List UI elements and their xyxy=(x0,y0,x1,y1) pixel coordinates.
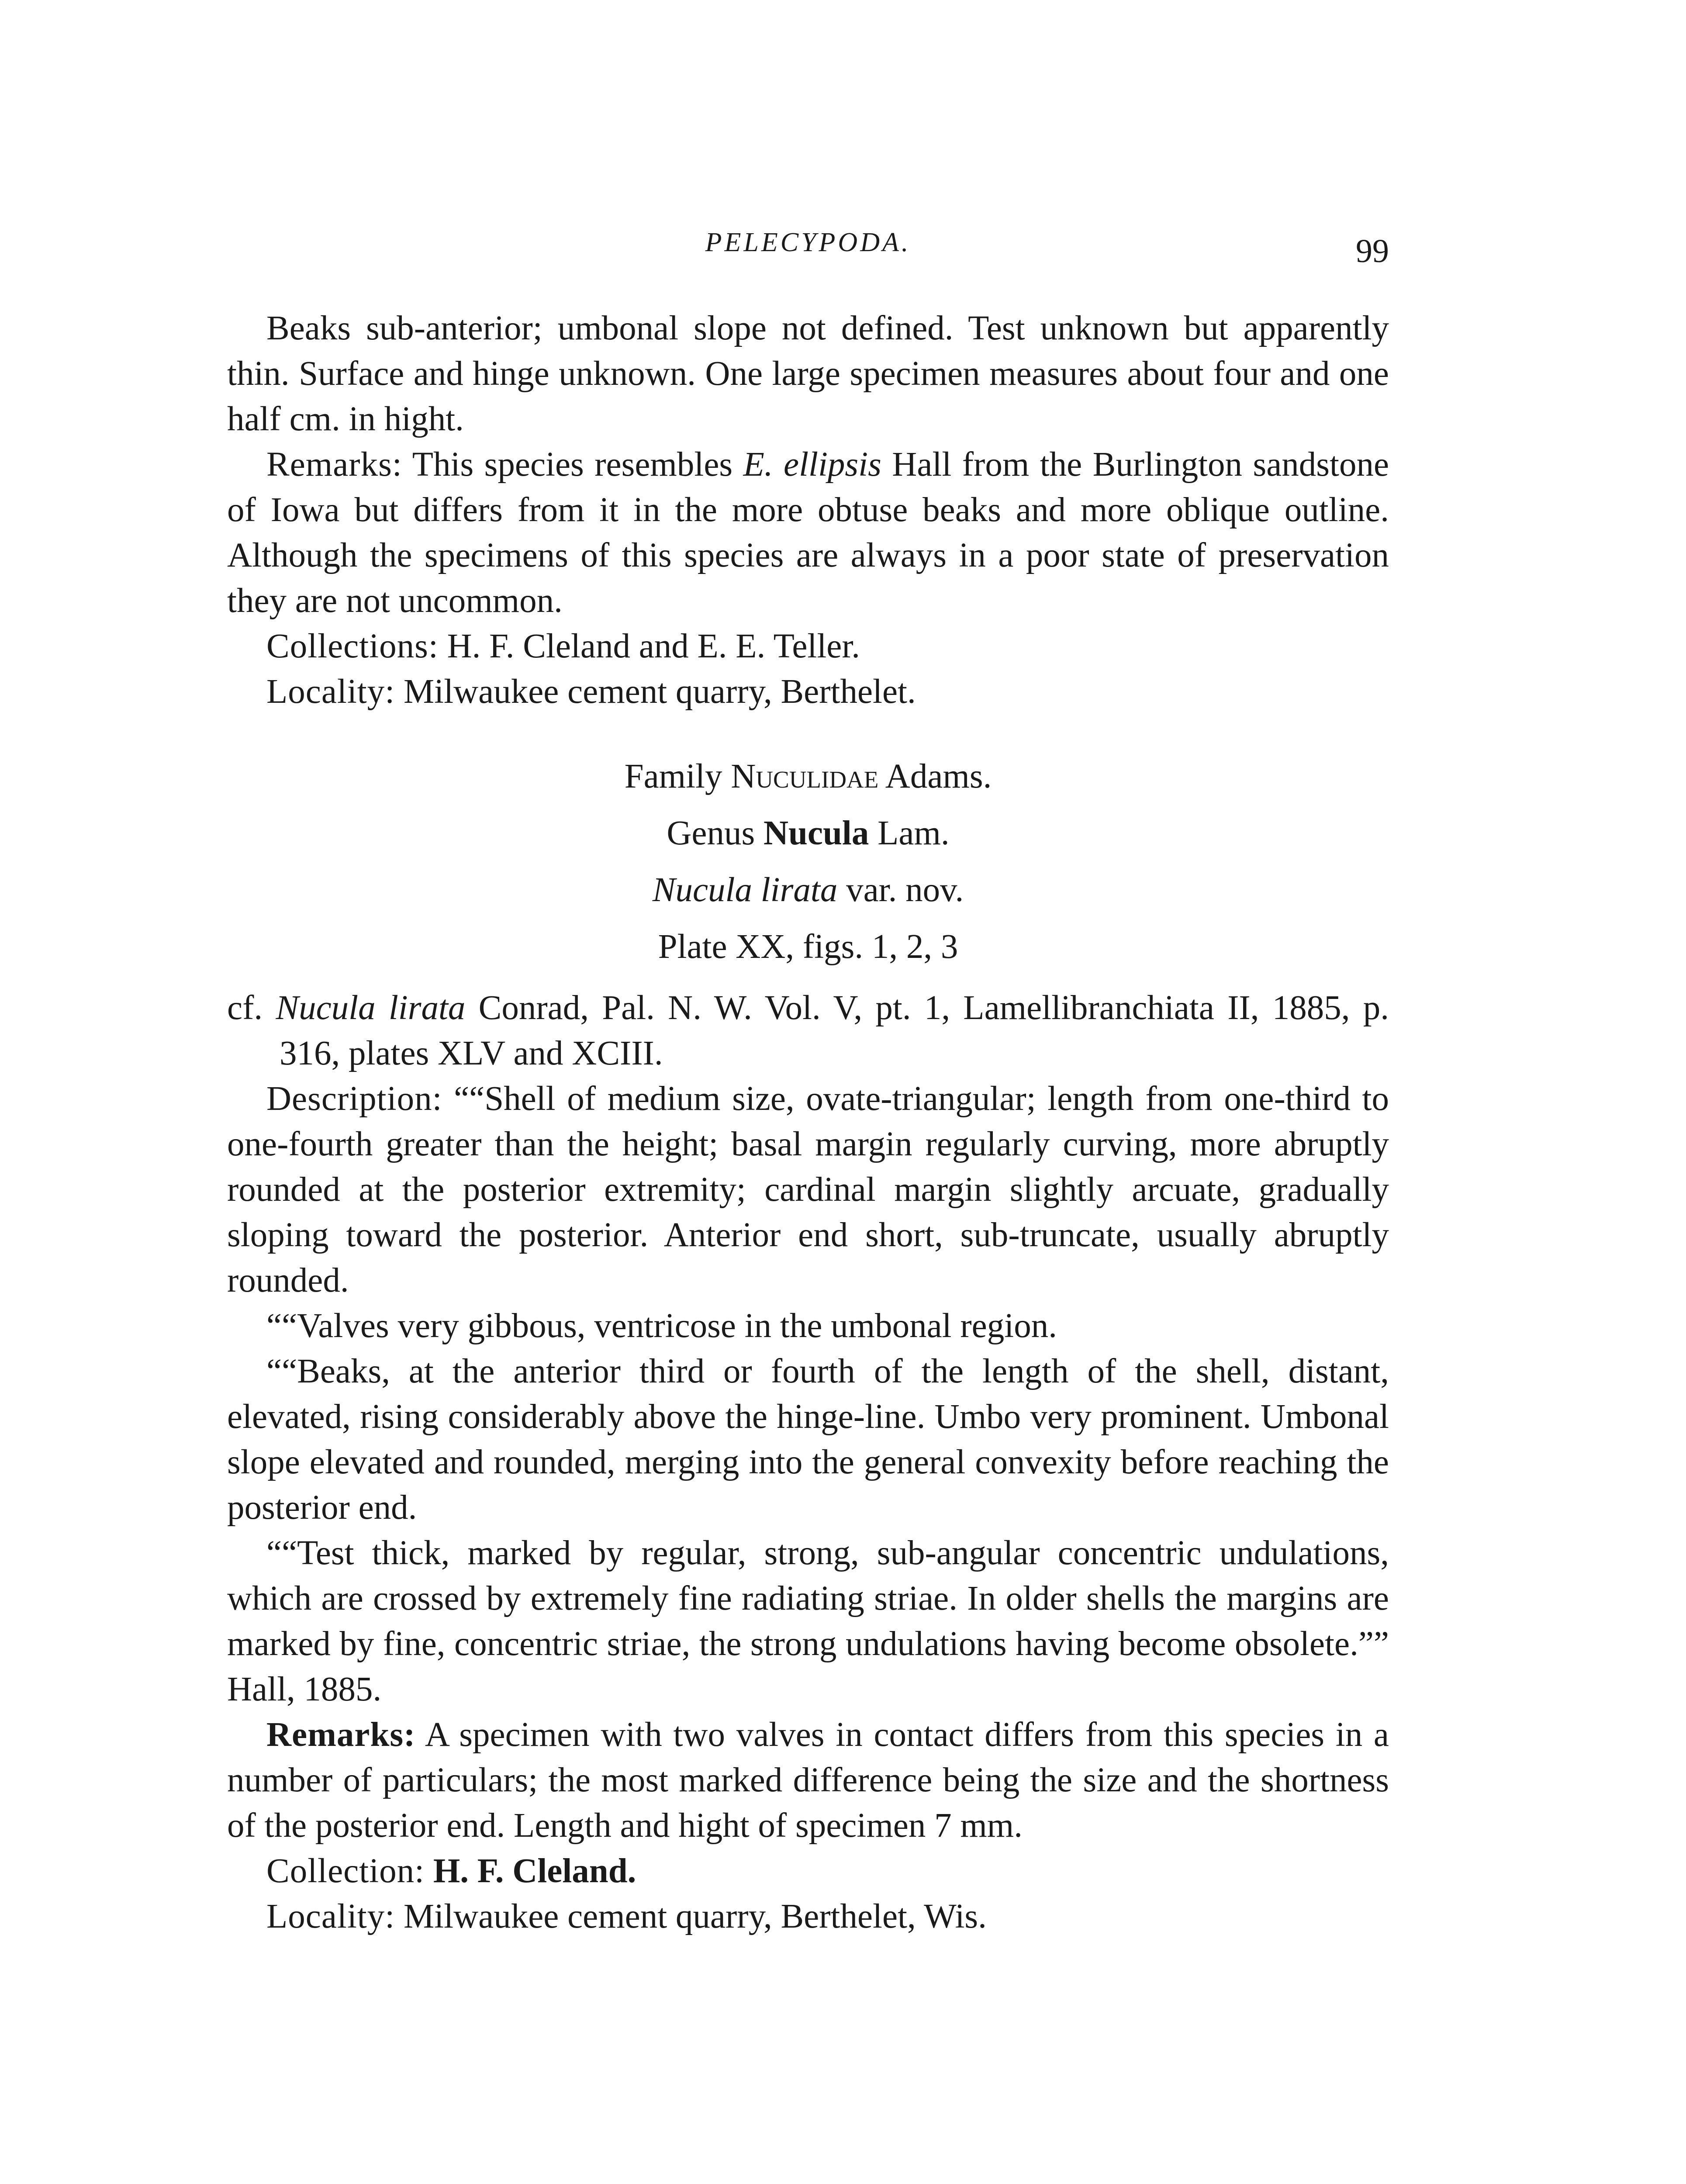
description-continuation xyxy=(227,306,1389,442)
family-name: Nuculidae xyxy=(731,757,879,795)
family-prefix: Family xyxy=(624,757,722,795)
description-text-1: ““Shell of medium size, ovate-triangular; length from one-third to one-fourth greater than the height; basal margin regularly curving, more abruptly rounded at the posterior extremity; cardinal margin slightly arcuate, gradually sloping toward the posterior. Anterior end short, sub-truncate, usually abruptly rounded. xyxy=(227,1080,1389,1299)
remarks-label-2: Remarks: xyxy=(266,1716,416,1754)
description-paragraph-4: ““Test thick, marked by regular, strong, sub-angular concentric undulations, which are crossed by extremely fine radiating striae. In older shells the margins are marked by fine, concentric striae, the strong undulations having become obsolete.”” Hall, 1885. xyxy=(227,1534,1389,1708)
genus-prefix: Genus xyxy=(667,814,755,852)
locality-value: Milwaukee cement quarry, Berthelet. xyxy=(403,673,916,711)
locality-label: Locality: xyxy=(266,673,395,711)
collections-value: H. F. Cleland and E. E. Teller. xyxy=(447,627,860,665)
locality-label-2: Locality: xyxy=(266,1897,395,1935)
genus-name: Nucula xyxy=(763,814,869,852)
remarks-text-post: Hall from the Burlington sandstone of Iowa but differs from it in the more obtuse beaks and more oblique outline. Although the specimens of this species are always in a poor state of preservation they are not uncommon. xyxy=(227,446,1389,620)
description-continuation-text: Beaks sub-anterior; umbonal slope not defined. Test unknown but apparently thin. Surface and hinge unknown. One large specimen measures about four and one half cm. in hight. xyxy=(227,309,1389,438)
remarks-label: Remarks: xyxy=(266,446,402,484)
description-paragraph-2: ““Valves very gibbous, ventricose in the umbonal region. xyxy=(266,1307,1057,1345)
reference-name: Nucula lirata xyxy=(276,989,466,1027)
remarks-paragraph-2 xyxy=(227,1712,1389,1849)
collections-line xyxy=(227,624,1389,669)
reference-citation: Conrad, Pal. N. W. Vol. V, pt. 1, Lamellibranchiata II, 1885, p. 316, plates XLV and XCIII. xyxy=(280,989,1389,1072)
genus-author: Lam. xyxy=(878,814,950,852)
species-suffix: var. nov. xyxy=(846,871,964,909)
remarks-species-name: E. ellipsis xyxy=(743,446,881,484)
description-label: Description: xyxy=(266,1080,442,1118)
remarks-paragraph xyxy=(227,442,1389,624)
family-author: Adams. xyxy=(885,757,992,795)
section-gap xyxy=(227,715,1389,754)
family-heading xyxy=(227,754,1389,799)
reference-prefix: cf. xyxy=(227,989,263,1027)
plate-reference: Plate XX, figs. 1, 2, 3 xyxy=(658,928,958,966)
remarks-text-pre: This species resembles xyxy=(412,446,733,484)
locality-value-2: Milwaukee cement quarry, Berthelet, Wis. xyxy=(403,1897,987,1935)
genus-heading xyxy=(227,811,1389,856)
species-heading xyxy=(227,867,1389,913)
collection-label: Collection: xyxy=(266,1852,425,1890)
page-header xyxy=(227,227,1389,280)
remarks-text-2: A specimen with two valves in contact differs from this species in a number of particulars; the most marked difference being the size and the shortness of the posterior end. Length and hight of specimen 7 mm. xyxy=(227,1716,1389,1845)
collection-value: H. F. Cleland. xyxy=(433,1852,636,1890)
description-paragraph-1 xyxy=(227,1076,1389,1303)
collections-label: Collections: xyxy=(266,627,439,665)
species-name: Nucula lirata xyxy=(652,871,838,909)
synonymy-reference xyxy=(227,981,1389,1076)
running-head: PELECYPODA. xyxy=(705,228,911,257)
collection-line xyxy=(227,1849,1389,1894)
page-body xyxy=(227,306,1389,1939)
locality-line-2 xyxy=(227,1894,1389,1939)
description-paragraph-3: ““Beaks, at the anterior third or fourth of the length of the shell, distant, elevated, rising considerably above the hinge-line. Umbo very prominent. Umbonal slope elevated and rounded, merging into the general convexity before reaching the posterior end. xyxy=(227,1352,1389,1527)
page-number: 99 xyxy=(1356,233,1389,270)
locality-line xyxy=(227,669,1389,715)
